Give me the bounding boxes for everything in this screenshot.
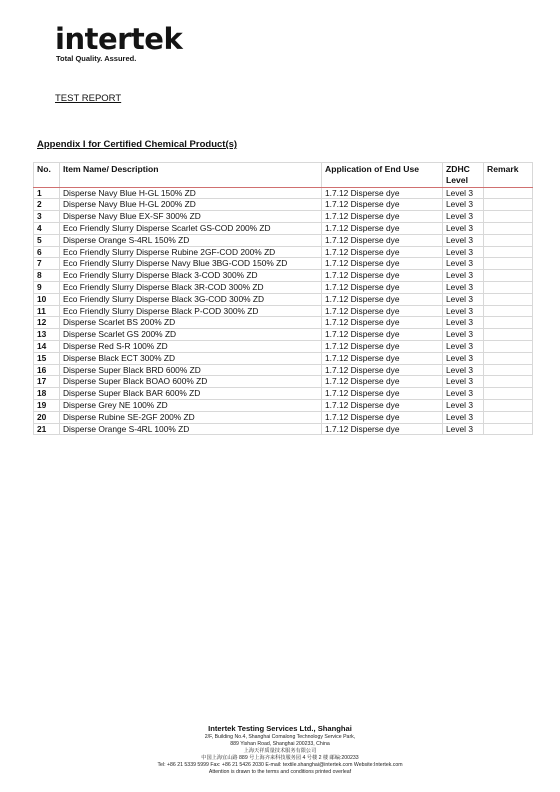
cell-no: 9 (34, 281, 60, 293)
cell-item-name: Disperse Super Black BOAO 600% ZD (60, 376, 322, 388)
header-item-name: Item Name/ Description (60, 163, 322, 188)
table-row (34, 222, 533, 234)
cell-item-name: Disperse Rubine SE-2GF 200% ZD (60, 411, 322, 423)
certified-products-table (33, 162, 533, 435)
logo-tagline: Total Quality. Assured. (56, 54, 137, 63)
cell-item-name: Disperse Orange S-4RL 100% ZD (60, 423, 322, 435)
cell-no: 15 (34, 352, 60, 364)
cell-no: 7 (34, 258, 60, 270)
footer-contact: Tel: +86 21 5339 5999 Fax: +86 21 5426 2030 E-mail: textile.shanghai@intertek.com Website:Intertek.com (157, 762, 403, 768)
cell-item-name: Disperse Super Black BAR 600% ZD (60, 388, 322, 400)
cell-zdhc-level: Level 3 (443, 222, 484, 234)
cell-zdhc-level: Level 3 (443, 317, 484, 329)
cell-item-name: Disperse Navy Blue H-GL 200% ZD (60, 199, 322, 211)
cell-item-name: Eco Friendly Slurry Disperse Navy Blue 3BG-COD 150% ZD (60, 258, 322, 270)
footer (0, 724, 560, 776)
cell-item-name: Disperse Scarlet BS 200% ZD (60, 317, 322, 329)
cell-no: 4 (34, 222, 60, 234)
cell-no: 21 (34, 423, 60, 435)
cell-application: 1.7.12 Disperse dye (322, 423, 443, 435)
cell-no: 8 (34, 270, 60, 282)
table-row (34, 376, 533, 388)
cell-no: 3 (34, 211, 60, 223)
cell-remark (484, 281, 533, 293)
cell-item-name: Disperse Super Black BRD 600% ZD (60, 364, 322, 376)
table-row (34, 340, 533, 352)
cell-application: 1.7.12 Disperse dye (322, 329, 443, 341)
table-row (34, 199, 533, 211)
table-row (34, 246, 533, 258)
cell-remark (484, 305, 533, 317)
cell-application: 1.7.12 Disperse dye (322, 317, 443, 329)
table-row (34, 258, 533, 270)
cell-item-name: Disperse Navy Blue EX-SF 300% ZD (60, 211, 322, 223)
footer-chinese-name: 上海天祥质量技术服务有限公司 (243, 748, 317, 754)
table-row (34, 317, 533, 329)
cell-item-name: Eco Friendly Slurry Disperse Black 3R-COD 300% ZD (60, 281, 322, 293)
footer-notice: Attention is drawn to the terms and conditions printed overleaf (208, 769, 352, 775)
intertek-logo (55, 24, 182, 63)
cell-remark (484, 340, 533, 352)
cell-remark (484, 293, 533, 305)
cell-remark (484, 329, 533, 341)
logo-wordmark: intertek (55, 22, 183, 56)
cell-item-name: Disperse Black ECT 300% ZD (60, 352, 322, 364)
table-row (34, 423, 533, 435)
cell-no: 12 (34, 317, 60, 329)
cell-zdhc-level: Level 3 (443, 293, 484, 305)
table-row (34, 329, 533, 341)
cell-remark (484, 411, 533, 423)
appendix-title: Appendix I for Certified Chemical Product(s) (37, 139, 238, 150)
table-row (34, 293, 533, 305)
cell-zdhc-level: Level 3 (443, 305, 484, 317)
cell-zdhc-level: Level 3 (443, 364, 484, 376)
cell-no: 11 (34, 305, 60, 317)
cell-item-name: Eco Friendly Slurry Disperse Black P-COD 300% ZD (60, 305, 322, 317)
table-row (34, 305, 533, 317)
cell-no: 14 (34, 340, 60, 352)
table-row (34, 234, 533, 246)
cell-zdhc-level: Level 3 (443, 340, 484, 352)
cell-application: 1.7.12 Disperse dye (322, 376, 443, 388)
cell-no: 10 (34, 293, 60, 305)
cell-zdhc-level: Level 3 (443, 258, 484, 270)
cell-no: 6 (34, 246, 60, 258)
cell-application: 1.7.12 Disperse dye (322, 211, 443, 223)
cell-no: 17 (34, 376, 60, 388)
cell-application: 1.7.12 Disperse dye (322, 340, 443, 352)
footer-address-line: 889 Yishan Road, Shanghai 200233, China (230, 741, 330, 747)
cell-item-name: Eco Friendly Slurry Disperse Scarlet GS-COD 200% ZD (60, 222, 322, 234)
cell-remark (484, 222, 533, 234)
cell-application: 1.7.12 Disperse dye (322, 187, 443, 199)
cell-zdhc-level: Level 3 (443, 281, 484, 293)
table-row (34, 270, 533, 282)
cell-remark (484, 399, 533, 411)
cell-zdhc-level: Level 3 (443, 270, 484, 282)
cell-remark (484, 270, 533, 282)
footer-company: Intertek Testing Services Ltd., Shanghai (208, 724, 352, 733)
cell-zdhc-level: Level 3 (443, 376, 484, 388)
cell-remark (484, 376, 533, 388)
cell-remark (484, 211, 533, 223)
cell-no: 1 (34, 187, 60, 199)
cell-remark (484, 246, 533, 258)
header-application: Application of End Use (322, 163, 443, 188)
cell-no: 20 (34, 411, 60, 423)
cell-zdhc-level: Level 3 (443, 411, 484, 423)
cell-application: 1.7.12 Disperse dye (322, 352, 443, 364)
table-row (34, 352, 533, 364)
cell-item-name: Disperse Scarlet GS 200% ZD (60, 329, 322, 341)
cell-no: 2 (34, 199, 60, 211)
cell-item-name: Eco Friendly Slurry Disperse Black 3G-COD 300% ZD (60, 293, 322, 305)
cell-item-name: Eco Friendly Slurry Disperse Black 3-COD 300% ZD (60, 270, 322, 282)
cell-item-name: Disperse Orange S-4RL 150% ZD (60, 234, 322, 246)
cell-application: 1.7.12 Disperse dye (322, 293, 443, 305)
cell-item-name: Disperse Grey NE 100% ZD (60, 399, 322, 411)
cell-application: 1.7.12 Disperse dye (322, 246, 443, 258)
table-row (34, 281, 533, 293)
cell-remark (484, 317, 533, 329)
cell-application: 1.7.12 Disperse dye (322, 364, 443, 376)
cell-item-name: Disperse Red S-R 100% ZD (60, 340, 322, 352)
cell-remark (484, 258, 533, 270)
cell-remark (484, 187, 533, 199)
cell-application: 1.7.12 Disperse dye (322, 388, 443, 400)
cell-application: 1.7.12 Disperse dye (322, 234, 443, 246)
cell-application: 1.7.12 Disperse dye (322, 222, 443, 234)
table-row (34, 211, 533, 223)
footer-chinese-address: 中国上海宜山路 889 号上海齐来科技服务园 4 号楼 2 楼 邮编:200233 (201, 755, 359, 761)
cell-zdhc-level: Level 3 (443, 352, 484, 364)
cell-no: 16 (34, 364, 60, 376)
cell-application: 1.7.12 Disperse dye (322, 281, 443, 293)
table-row (34, 411, 533, 423)
cell-application: 1.7.12 Disperse dye (322, 305, 443, 317)
cell-remark (484, 234, 533, 246)
cell-zdhc-level: Level 3 (443, 187, 484, 199)
cell-no: 13 (34, 329, 60, 341)
table-row (34, 399, 533, 411)
cell-zdhc-level: Level 3 (443, 423, 484, 435)
cell-zdhc-level: Level 3 (443, 388, 484, 400)
cell-no: 18 (34, 388, 60, 400)
cell-zdhc-level: Level 3 (443, 211, 484, 223)
cell-remark (484, 423, 533, 435)
header-no: No. (34, 163, 60, 188)
cell-application: 1.7.12 Disperse dye (322, 399, 443, 411)
footer-address-line: 2/F, Building No.4, Shanghai Comalong Technology Service Park, (204, 734, 356, 740)
table-row (34, 364, 533, 376)
cell-application: 1.7.12 Disperse dye (322, 270, 443, 282)
header-remark: Remark (484, 163, 533, 188)
cell-remark (484, 388, 533, 400)
cell-application: 1.7.12 Disperse dye (322, 199, 443, 211)
table-header-row (34, 163, 533, 188)
table-body (34, 187, 533, 435)
cell-zdhc-level: Level 3 (443, 246, 484, 258)
table-row (34, 388, 533, 400)
table-row (34, 187, 533, 199)
cell-item-name: Disperse Navy Blue H-GL 150% ZD (60, 187, 322, 199)
cell-application: 1.7.12 Disperse dye (322, 258, 443, 270)
report-title: TEST REPORT (55, 93, 122, 104)
cell-no: 19 (34, 399, 60, 411)
cell-remark (484, 199, 533, 211)
cell-remark (484, 352, 533, 364)
cell-application: 1.7.12 Disperse dye (322, 411, 443, 423)
cell-zdhc-level: Level 3 (443, 329, 484, 341)
cell-zdhc-level: Level 3 (443, 234, 484, 246)
cell-remark (484, 364, 533, 376)
cell-zdhc-level: Level 3 (443, 399, 484, 411)
cell-zdhc-level: Level 3 (443, 199, 484, 211)
cell-item-name: Eco Friendly Slurry Disperse Rubine 2GF-COD 200% ZD (60, 246, 322, 258)
cell-no: 5 (34, 234, 60, 246)
header-zdhc-level: ZDHC Level (443, 163, 484, 188)
